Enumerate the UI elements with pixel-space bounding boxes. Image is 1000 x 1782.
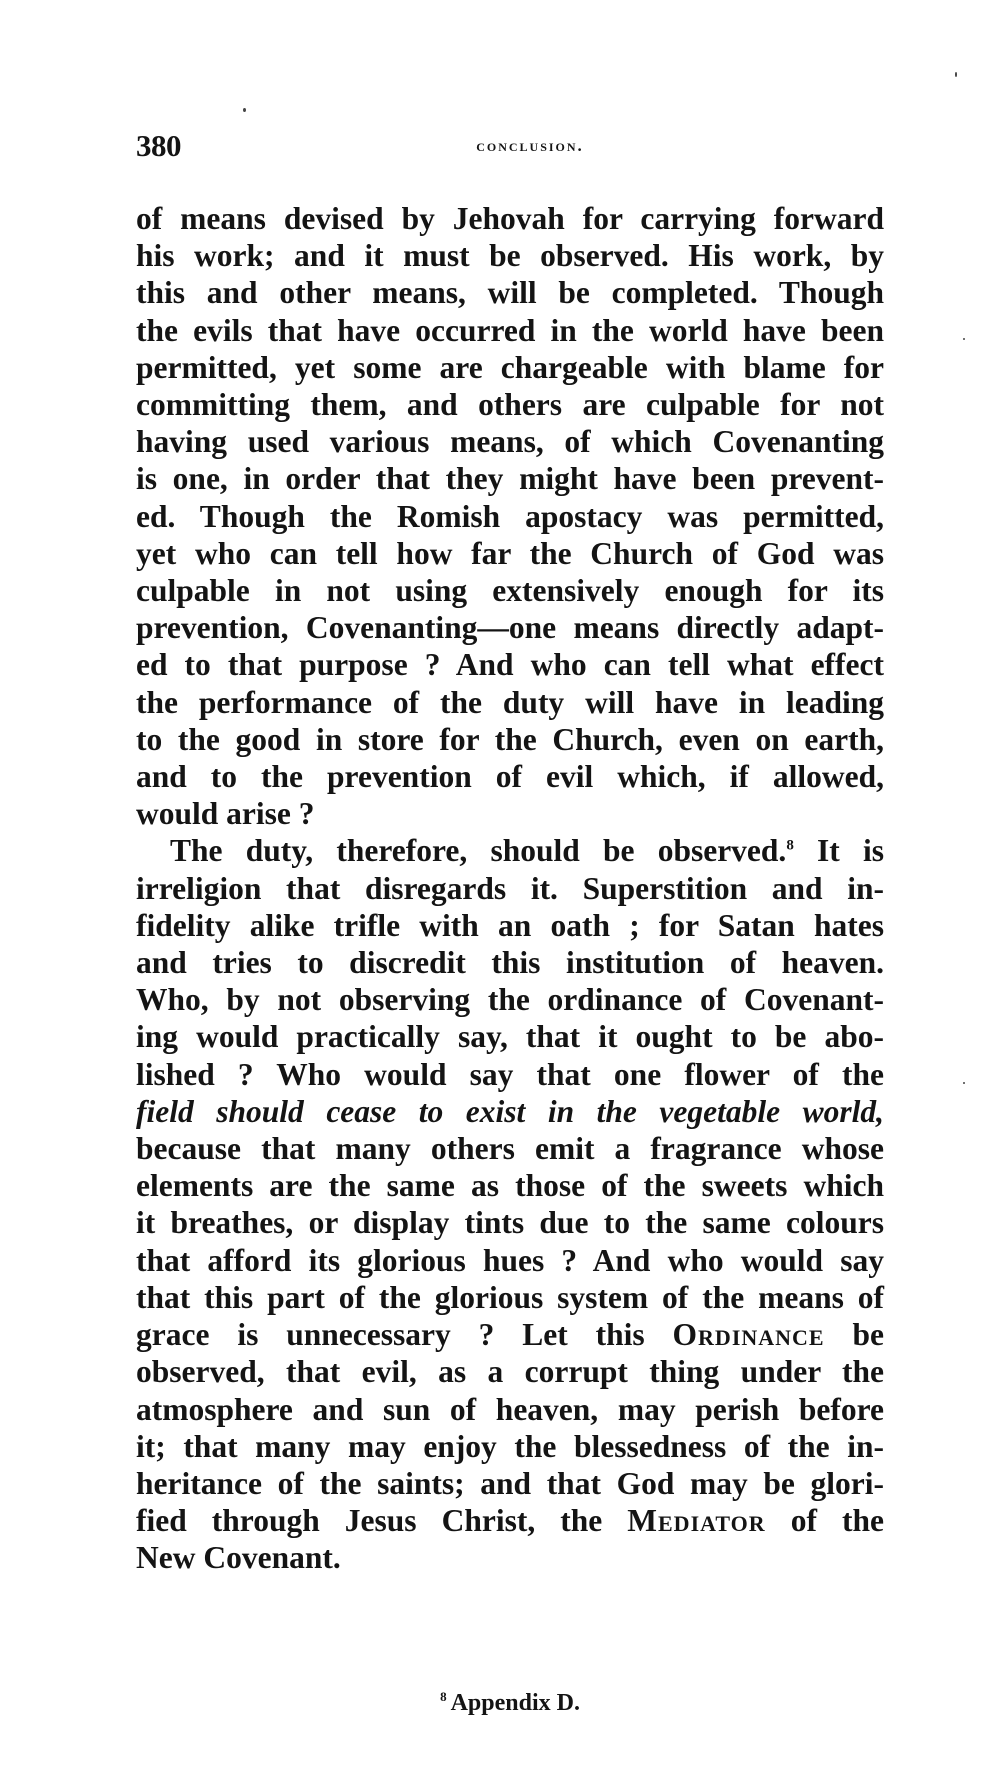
text-line-with-ordinance	[136, 1316, 884, 1353]
page-header	[136, 128, 884, 168]
text-line: observed, that evil, as a corrupt thing under the	[136, 1354, 884, 1390]
running-head: conclusion.	[476, 136, 584, 155]
text-line: permitted, yet some are chargeable with blame for	[136, 349, 884, 385]
text-line: New Covenant.	[136, 1540, 341, 1576]
small-caps-word: Ordinance	[672, 1317, 825, 1353]
text-line: fidelity alike trifle with an oath ; for Satan hates	[136, 907, 884, 943]
paragraph-1	[136, 200, 884, 832]
text-line: this and other means, will be completed. Though	[136, 275, 884, 311]
text-fragment: It is	[793, 833, 884, 869]
small-caps-word: Mediator	[627, 1503, 766, 1539]
paragraph-2	[136, 832, 884, 869]
text-line: Who, by not observing the ordinance of Covenant-	[136, 982, 884, 1018]
footnote-reference: 8	[786, 837, 794, 854]
text-line: having used various means, of which Covenanting	[136, 424, 884, 460]
text-line: ing would practically say, that it ought to be abo-	[136, 1019, 884, 1055]
text-line: committing them, and others are culpable for not	[136, 387, 884, 423]
text-line: and to the prevention of evil which, if allowed,	[136, 759, 884, 795]
text-fragment: The duty, therefore, should be observed.	[170, 833, 787, 869]
text-fragment: of the	[765, 1503, 884, 1539]
italic-text-line: field should cease to exist in the vegetable world,	[136, 1093, 884, 1129]
text-line: the evils that have occurred in the world have been	[136, 312, 884, 348]
text-line: would arise ?	[136, 796, 315, 832]
text-line: because that many others emit a fragrance whose	[136, 1131, 884, 1167]
text-line: elements are the same as those of the sweets which	[136, 1168, 884, 1204]
print-speck	[963, 1082, 965, 1084]
text-line: it; that many may enjoy the blessedness of the in-	[136, 1428, 884, 1464]
text-line: to the good in store for the Church, even on earth,	[136, 721, 884, 757]
body-text	[136, 200, 884, 1577]
text-line-with-mediator	[136, 1502, 884, 1539]
text-line: of means devised by Jehovah for carrying forward	[136, 201, 884, 236]
footnote	[136, 1690, 884, 1717]
text-line: that afford its glorious hues ? And who would say	[136, 1242, 884, 1278]
text-line: yet who can tell how far the Church of God was	[136, 535, 884, 571]
print-speck	[963, 338, 965, 340]
text-line: the performance of the duty will have in leading	[136, 684, 884, 720]
text-line: and tries to discredit this institution of heaven.	[136, 945, 884, 981]
text-line: ed. Though the Romish apostacy was permitted,	[136, 498, 884, 534]
text-line: lished ? Who would say that one flower of the	[136, 1056, 884, 1092]
footnote-mark: 8	[440, 1689, 447, 1704]
print-speck	[243, 108, 246, 112]
text-fragment: fied through Jesus Christ, the	[136, 1503, 628, 1539]
text-fragment: be	[824, 1317, 885, 1353]
text-line: ed to that purpose ? And who can tell what effect	[136, 647, 884, 683]
text-line: his work; and it must be observed. His work, by	[136, 238, 884, 274]
text-line: atmosphere and sun of heaven, may perish before	[136, 1391, 884, 1427]
text-line: heritance of the saints; and that God may be glori-	[136, 1465, 884, 1501]
text-line: is one, in order that they might have been prevent-	[136, 461, 884, 497]
paragraph-2-continued	[136, 870, 884, 1577]
text-line: culpable in not using extensively enough for its	[136, 573, 884, 609]
text-line-with-note	[136, 832, 884, 869]
text-line: prevention, Covenanting—one means directly adapt-	[136, 610, 884, 646]
page-number: 380	[136, 128, 181, 163]
text-fragment: grace is unnecessary ? Let this	[136, 1317, 673, 1353]
text-line: it breathes, or display tints due to the same colours	[136, 1205, 884, 1241]
footnote-text: Appendix D.	[450, 1690, 580, 1716]
text-line: that this part of the glorious system of the means of	[136, 1279, 884, 1315]
print-speck	[955, 72, 957, 77]
text-line: irreligion that disregards it. Superstition and in-	[136, 870, 884, 906]
